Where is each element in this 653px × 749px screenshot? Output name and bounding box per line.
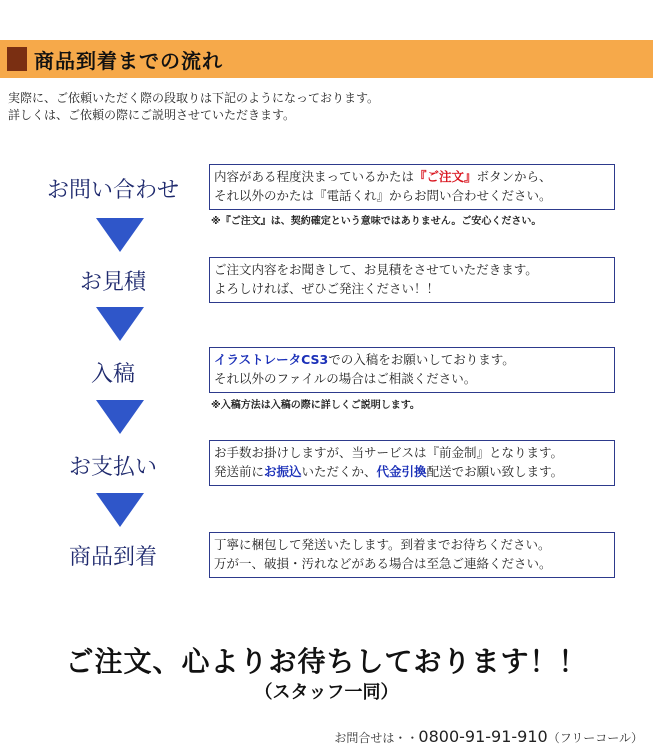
step-box-payment <box>209 440 615 486</box>
order-button-reference: 『ご注文』 <box>414 169 477 184</box>
step-label-submission: 入稿 <box>90 362 135 387</box>
step-box-line: 丁寧に梱包して発送いたします。到着までお待ちください。 <box>214 537 551 552</box>
down-arrow-icon <box>96 400 144 434</box>
software-name: イラストレータCS3 <box>214 352 329 367</box>
step-box-line: 万が一、破損・汚れなどがある場合は至急ご連絡ください。 <box>214 556 552 571</box>
step-box-line: それ以外のかたは『電話くれ』からお問い合わせください。 <box>214 188 552 203</box>
text-span: 配送でお願い致します。 <box>426 464 564 479</box>
cash-on-delivery-highlight: 代金引換 <box>376 464 427 479</box>
step-box-line <box>214 167 610 186</box>
step-label-payment: お支払い <box>68 455 157 480</box>
contact-label: お問合せは・・ <box>334 731 419 745</box>
step-note-submission: ※入稿方法は入稿の際に詳しくご説明します。 <box>211 400 420 411</box>
bank-transfer-highlight: お振込 <box>264 464 302 479</box>
intro-line-2: 詳しくは、ご依頼の際にご説明させていただきます。 <box>8 108 296 122</box>
page-title: 商品到着までの流れ <box>34 49 223 73</box>
step-box-line: ご注文内容をお聞きして、お見積をさせていただきます。 <box>214 262 538 277</box>
phone-number[interactable]: 0800-91-91-910 <box>418 727 548 746</box>
step-box-line: それ以外のファイルの場合はご相談ください。 <box>214 371 477 386</box>
step-note-inquiry: ※『ご注文』は、契約確定という意味ではありません。ご安心ください。 <box>211 216 542 227</box>
contact-suffix: （フリーコール） <box>547 731 643 745</box>
text-span: 発送前に <box>214 464 265 479</box>
text-span: での入稿をお願いしております。 <box>328 352 515 367</box>
step-box-estimate <box>209 257 615 303</box>
step-box-line <box>214 350 610 369</box>
down-arrow-icon <box>96 493 144 527</box>
text-span: ボタンから、 <box>476 169 552 184</box>
step-label-estimate: お見積 <box>79 270 146 295</box>
down-arrow-icon <box>96 218 144 252</box>
step-box-submission <box>209 347 615 393</box>
header-mark <box>7 47 27 71</box>
closing-signature: （スタッフ一同） <box>254 682 399 703</box>
contact-info <box>334 727 643 746</box>
closing-message: ご注文、心よりお待ちしております！！ <box>65 645 588 678</box>
step-box-delivery <box>209 532 615 578</box>
section-header <box>0 40 653 78</box>
intro-line-1: 実際に、ご依頼いただく際の段取りは下記のようになっております。 <box>8 91 380 105</box>
text-span: 内容がある程度決まっているかたは <box>214 169 415 184</box>
down-arrow-icon <box>96 307 144 341</box>
text-span: いただくか、 <box>301 464 377 479</box>
step-box-line <box>214 462 610 481</box>
step-box-line: お手数お掛けしますが、当サービスは『前金制』となります。 <box>214 445 564 460</box>
step-box-line: よろしければ、ぜひご発注ください！！ <box>214 281 440 296</box>
step-box-inquiry <box>209 164 615 210</box>
intro-text <box>8 90 379 124</box>
step-label-inquiry: お問い合わせ <box>46 178 179 203</box>
step-label-delivery: 商品到着 <box>68 545 157 570</box>
